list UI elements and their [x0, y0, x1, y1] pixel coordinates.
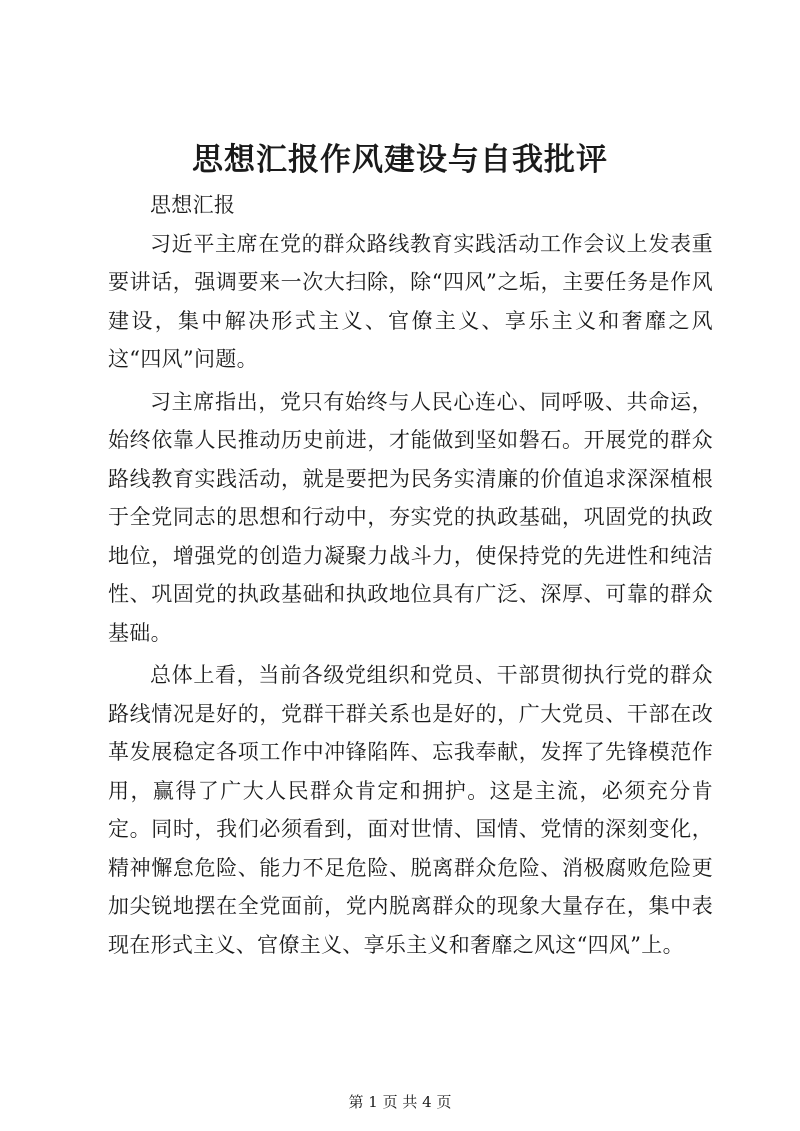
paragraph: 习近平主席在党的群众路线教育实践活动工作会议上发表重要讲话，强调要来一次大扫除，除“四风”之垢，主要任务是作风建设，集中解决形式主义、官僚主义、享乐主义和奢靡之风这“四风”问题。 [108, 231, 713, 371]
section-label: 思想汇报 [150, 193, 236, 217]
paragraph: 总体上看，当前各级党组织和党员、干部贯彻执行党的群众路线情况是好的，党群干群关系也是好的，广大党员、干部在改革发展稳定各项工作中冲锋陷阵、忘我奉献，发挥了先锋模范作用，赢得了广大人民群众肯定和拥护。这是主流，必须充分肯定。同时，我们必须看到，面对世情、国情、党情的深刻变化，精神懈怠危险、能力不足危险、脱离群众危险、消极腐败危险更加尖锐地摆在全党面前，党内脱离群众的现象大量存在，集中表现在形式主义、官僚主义、享乐主义和奢靡之风这“四风”上。 [108, 663, 713, 957]
document-body [108, 186, 713, 964]
page-footer: 第 1 页 共 4 页 [348, 1093, 452, 1111]
paragraph: 习主席指出，党只有始终与人民心连心、同呼吸、共命运，始终依靠人民推动历史前进，才能做到坚如磐石。开展党的群众路线教育实践活动，就是要把为民务实清廉的价值追求深深植根于全党同志的思想和行动中，夯实党的执政基础，巩固党的执政地位，增强党的创造力凝聚力战斗力，使保持党的先进性和纯洁性、巩固党的执政基础和执政地位具有广泛、深厚、可靠的群众基础。 [108, 389, 713, 645]
document-title: 思想汇报作风建设与自我批评 [192, 142, 608, 178]
